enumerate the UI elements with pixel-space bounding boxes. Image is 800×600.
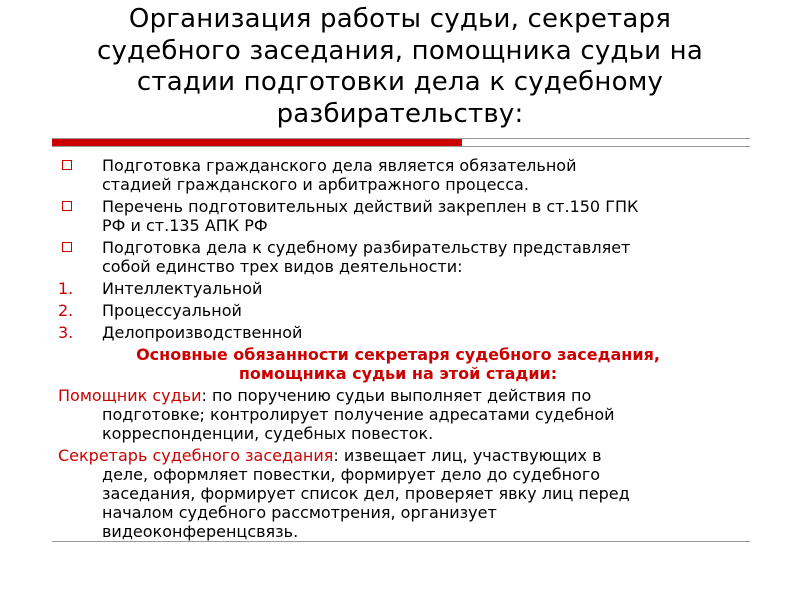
numbered-item-text: Делопроизводственной xyxy=(102,323,303,342)
title-line: Организация работы судьи, секретаря xyxy=(128,4,672,34)
duty-first-line xyxy=(58,446,738,465)
list-number: 3. xyxy=(58,323,74,342)
bullet-item xyxy=(58,238,738,276)
role-name: Секретарь судебного заседания xyxy=(58,446,334,465)
title-divider-line-lower xyxy=(52,146,750,147)
slide-body xyxy=(58,156,738,544)
numbered-item xyxy=(58,301,738,320)
duty-paragraph xyxy=(58,386,738,443)
bullet-text-line: стадией гражданского и арбитражного процесса. xyxy=(102,175,529,194)
duty-text-line: подготовке; контролирует получение адресатами судебной xyxy=(102,405,615,424)
bullet-item xyxy=(58,197,738,235)
list-number: 2. xyxy=(58,301,74,320)
list-number: 1. xyxy=(58,279,74,298)
section-heading-line: помощника судьи на этой стадии: xyxy=(238,364,558,383)
numbered-item-text: Интеллектуальной xyxy=(102,279,263,298)
duty-text-line: видеоконференцсвязь. xyxy=(102,522,299,541)
duty-text-line: заседания, формирует список дел, проверяет явку лиц перед xyxy=(102,484,630,503)
title-line: стадии подготовки дела к судебному xyxy=(136,67,664,97)
bullet-text-line: Подготовка гражданского дела является обязательной xyxy=(102,156,577,175)
duty-text: : по поручению судьи выполняет действия по xyxy=(201,386,592,405)
section-heading-line: Основные обязанности секретаря судебного заседания, xyxy=(136,345,660,364)
title-line: судебного заседания, помощника судьи на xyxy=(96,35,704,66)
duty-text-line: деле, оформляет повестки, формирует дело до судебного xyxy=(102,465,601,484)
hollow-square-icon xyxy=(62,201,72,211)
role-name: Помощник судьи xyxy=(58,386,202,405)
duty-text: : извещает лиц, участвующих в xyxy=(333,446,602,465)
numbered-item xyxy=(58,279,738,298)
bullet-item xyxy=(58,156,738,194)
hollow-square-icon xyxy=(62,160,72,170)
bullet-text-line: РФ и ст.135 АПК РФ xyxy=(102,216,268,235)
footer-divider-line xyxy=(52,541,750,542)
numbered-item-text: Процессуальной xyxy=(102,301,242,320)
duty-text-line: корреспонденции, судебных повесток. xyxy=(102,424,434,443)
numbered-item xyxy=(58,323,738,342)
section-heading xyxy=(58,345,738,383)
duty-paragraph xyxy=(58,446,738,541)
bullet-text-line: Подготовка дела к судебному разбирательству представляет xyxy=(102,238,631,257)
title-accent-bar xyxy=(52,139,462,146)
bullet-text-line: Перечень подготовительных действий закреплен в ст.150 ГПК xyxy=(102,197,639,216)
title-line: разбирательству: xyxy=(276,98,524,129)
slide-title xyxy=(90,4,710,130)
hollow-square-icon xyxy=(62,242,72,252)
duty-first-line xyxy=(58,386,738,405)
bullet-text-line: собой единство трех видов деятельности: xyxy=(102,257,463,276)
duty-text-line: началом судебного рассмотрения, организует xyxy=(102,503,497,522)
